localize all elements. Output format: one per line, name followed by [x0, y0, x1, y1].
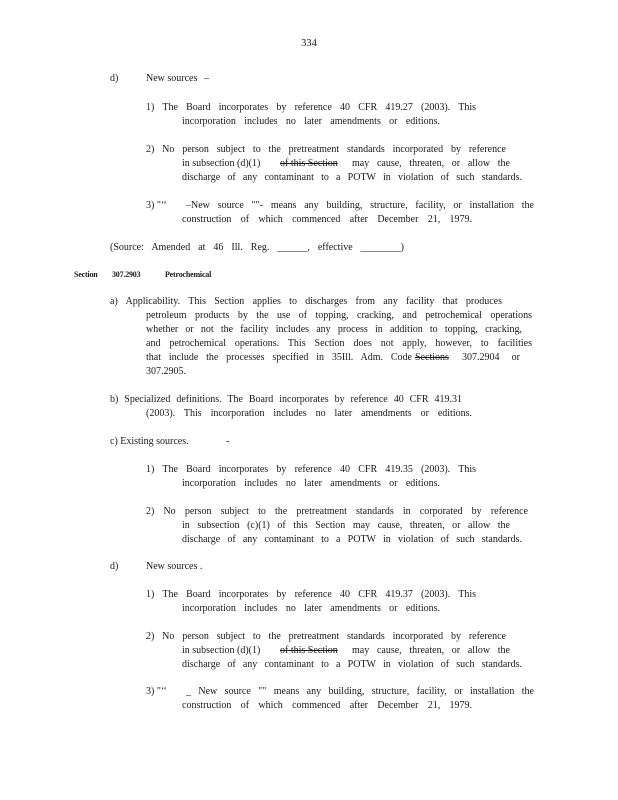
item-2-line-2c: may cause, threaten, or allow the [352, 158, 510, 169]
source-note: (Source: Amended at 46 Ill. Reg. ______, effective ________) [110, 242, 404, 253]
definitions-line-2: (2003). This incorporation includes no later amendments or editions. [146, 408, 472, 419]
item-2-line-1: 2) No person subject to the pretreatment standards incorporated by reference [146, 144, 506, 155]
existing-sources-dash: - [226, 436, 230, 447]
section-title: Petrochemical [165, 270, 212, 279]
new-item-3-line-1: _ New source "" means any building, structure, facility, or installation the [186, 686, 534, 697]
section-number: 307.2903 [112, 270, 141, 279]
existing-item-1-line-2: incorporation includes no later amendments or editions. [182, 478, 440, 489]
subsection-title-new-sources: New sources [146, 73, 198, 84]
subsection-label-d: d) [110, 73, 119, 84]
existing-item-2-line-2: in subsection (c)(1) of this Section may cause, threaten, or allow the [182, 520, 510, 531]
item-1-line-2: incorporation includes no later amendments or editions. [182, 116, 440, 127]
item-1-line-1: 1) The Board incorporates by reference 40 CFR 419.27 (2003). This [146, 102, 476, 113]
definitions-line-1: b) Specialized definitions. The Board incorporates by reference 40 CFR 419.31 [110, 394, 462, 405]
existing-item-2-line-1: 2) No person subject to the pretreatment standards in corporated by reference [146, 506, 528, 517]
applicability-line-5c: 307.2904 or [462, 352, 520, 363]
applicability-line-1: a) Applicability. This Section applies to discharges from any facility that produces [110, 296, 502, 307]
item-2-line-3: discharge of any contaminant to a POTW in violation of such standards. [182, 172, 522, 183]
applicability-line-5a: that include the processes specified in 35Ill. Adm. Code [146, 352, 412, 363]
new-item-1-line-1: 1) The Board incorporates by reference 40 CFR 419.37 (2003). This [146, 589, 476, 600]
applicability-line-3: whether or not the facility includes any process in addition to topping, cracking, [146, 324, 522, 335]
item-3-line-1: –New source ""- means any building, structure, facility, or installation the [186, 200, 534, 211]
new-item-2-deleted-text: of this Section [280, 645, 338, 656]
applicability-line-6: 307.2905. [146, 366, 186, 377]
new-sources-label-d: d) [110, 561, 119, 572]
new-item-1-line-2: incorporation includes no later amendments or editions. [182, 603, 440, 614]
new-sources-title: New sources . [146, 561, 203, 572]
existing-item-2-line-3: discharge of any contaminant to a POTW in violation of such standards. [182, 534, 522, 545]
applicability-line-2: petroleum products by the use of topping, cracking, and petrochemical operations [146, 310, 532, 321]
new-item-2-line-3: discharge of any contaminant to a POTW in violation of such standards. [182, 659, 522, 670]
new-item-2-line-2a: in subsection (d)(1) [182, 645, 261, 656]
item-2-line-2a: in subsection (d)(1) [182, 158, 261, 169]
subsection-dash: – [204, 73, 209, 84]
new-item-3-line-2: construction of which commenced after December 21, 1979. [182, 700, 472, 711]
new-item-2-line-1: 2) No person subject to the pretreatment standards incorporated by reference [146, 631, 506, 642]
item-2-deleted-text: of this Section [280, 158, 338, 169]
applicability-line-4: and petrochemical operations. This Section does not apply, however, to facilities [146, 338, 532, 349]
item-3-prefix: 3) "‘‘ [146, 200, 167, 211]
new-item-2-line-2c: may cause, threaten, or allow the [352, 645, 510, 656]
existing-item-1-line-1: 1) The Board incorporates by reference 40 CFR 419.35 (2003). This [146, 464, 476, 475]
applicability-deleted-text: Sections [415, 352, 449, 363]
new-item-3-prefix: 3) "‘‘ [146, 686, 167, 697]
existing-sources-title: c) Existing sources. [110, 436, 189, 447]
page-number: 334 [301, 38, 317, 49]
item-3-line-2: construction of which commenced after December 21, 1979. [182, 214, 472, 225]
section-label: Section [74, 270, 98, 279]
